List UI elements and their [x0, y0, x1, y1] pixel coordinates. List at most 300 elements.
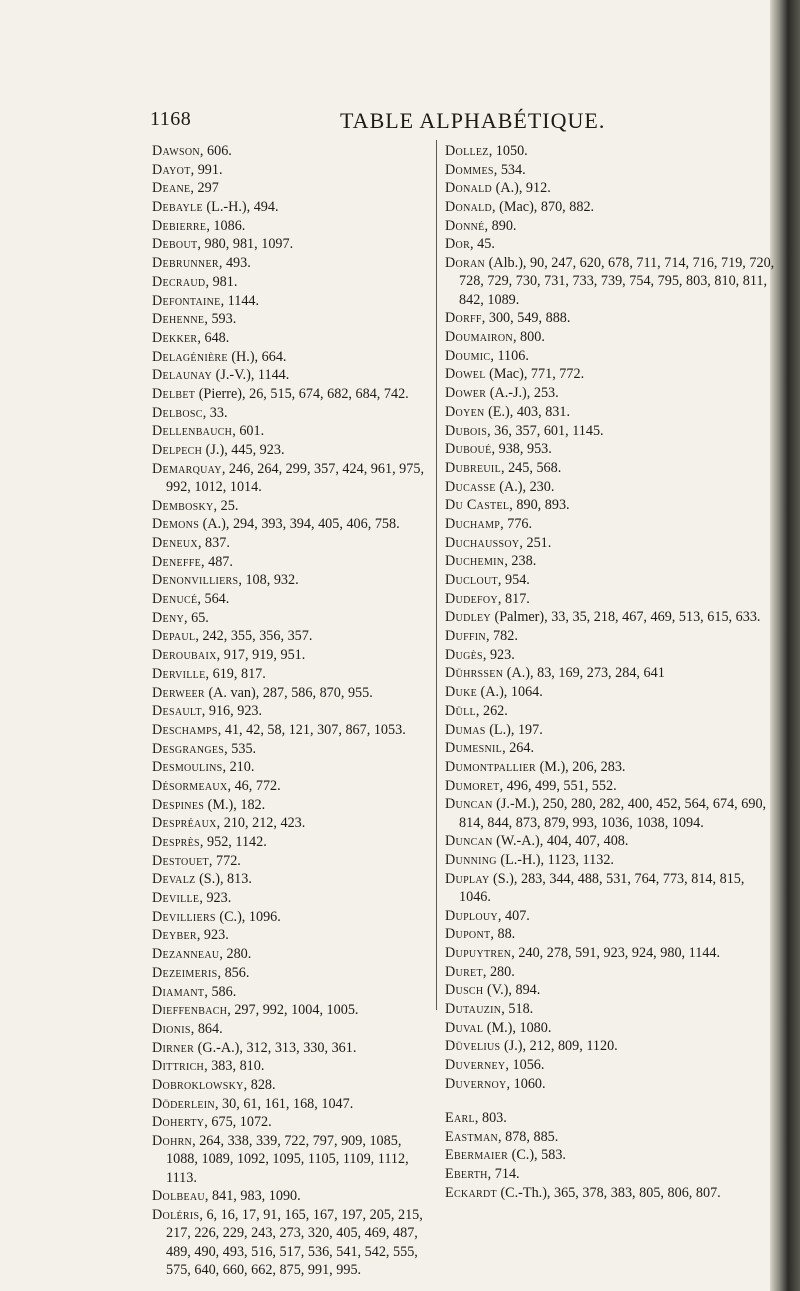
index-entry — [152, 814, 434, 832]
entry-page-refs: , 856. — [217, 964, 250, 981]
index-entry — [445, 981, 775, 999]
entry-name: Desprès — [152, 834, 200, 851]
entry-name: Dolbeau — [152, 1188, 205, 1205]
index-entry — [152, 1039, 434, 1057]
entry-page-refs: , 1060. — [506, 1075, 546, 1092]
entry-name: Döderlein — [152, 1095, 215, 1112]
entry-page-refs: , 923. — [482, 646, 515, 663]
entry-name: Duclout — [445, 572, 498, 589]
index-entry — [152, 777, 434, 795]
entry-name: Dirner — [152, 1039, 195, 1056]
entry-page-refs: , 1106. — [490, 347, 529, 364]
index-entry — [445, 347, 775, 365]
entry-page-refs: , 1144. — [220, 292, 260, 309]
index-entry — [445, 590, 775, 608]
index-entry — [445, 534, 775, 552]
entry-page-refs: , 803. — [474, 1110, 507, 1127]
entry-name: Doyen — [445, 403, 485, 420]
entry-name: Dumontpallier — [445, 758, 537, 775]
index-entry — [445, 161, 775, 179]
index-entry — [152, 1076, 434, 1094]
entry-name: Dembosky — [152, 497, 214, 514]
entry-name: Deville — [152, 890, 200, 907]
index-entry — [152, 1057, 434, 1075]
entry-page-refs: , 938, 953. — [491, 441, 552, 458]
entry-page-refs: (A.), 1064. — [477, 684, 543, 701]
index-entry — [152, 534, 434, 552]
index-entry — [152, 945, 434, 963]
index-entry — [152, 404, 434, 422]
entry-name: Doumairon — [445, 329, 513, 346]
entry-page-refs: , 991. — [190, 161, 223, 178]
entry-name: Duval — [445, 1019, 484, 1036]
index-entry — [445, 422, 775, 440]
entry-name: Ebermaier — [445, 1147, 509, 1164]
index-entry — [152, 235, 434, 253]
entry-name: Dayot — [152, 161, 191, 178]
entry-name: Desgranges — [152, 740, 225, 757]
entry-name: Deschamps — [152, 721, 218, 738]
entry-page-refs: , 108, 932. — [238, 572, 299, 589]
index-entry — [152, 348, 434, 366]
index-entry — [445, 1019, 775, 1037]
entry-page-refs: , (Mac), 870, 882. — [492, 199, 595, 216]
entry-page-refs: (A.), 294, 393, 394, 405, 406, 758. — [199, 516, 400, 533]
entry-page-refs: , 828. — [243, 1076, 276, 1093]
entry-name: Duplouy — [445, 907, 498, 924]
entry-name: Debayle — [152, 199, 203, 216]
index-entry — [445, 1184, 775, 1202]
entry-page-refs: , 954. — [497, 572, 530, 589]
entry-name: Dommes — [445, 161, 494, 178]
entry-page-refs: , 619, 817. — [205, 665, 266, 682]
index-entry — [152, 310, 434, 328]
index-entry — [445, 1146, 775, 1164]
entry-name: Destouet — [152, 852, 209, 869]
entry-page-refs: , 6, 16, 17, 91, 165, 167, 197, 205, 215, 217, 226, 229, 243, 273, 320, 405, 469, 487, 489, 490, 493, 516, 517, 536, 541, 542, 555, 575, 640, 660, 662, 875, 991, 995. — [166, 1207, 423, 1278]
entry-name: Delaunay — [152, 367, 213, 384]
column-divider — [436, 140, 437, 1010]
index-entry — [445, 739, 775, 757]
entry-name: Dunning — [445, 851, 497, 868]
entry-page-refs: (W.-A.), 404, 407, 408. — [492, 833, 629, 850]
index-entry — [445, 1037, 775, 1055]
index-entry — [445, 646, 775, 664]
index-entry — [445, 515, 775, 533]
entry-page-refs: , 772. — [208, 852, 241, 869]
index-entry — [152, 740, 434, 758]
index-entry — [152, 983, 434, 1001]
index-entry — [152, 684, 434, 702]
entry-page-refs: , 923. — [199, 890, 232, 907]
entry-page-refs: , 648. — [197, 329, 230, 346]
entry-page-refs: , 1050. — [488, 143, 528, 159]
entry-page-refs: , 496, 499, 551, 552. — [499, 777, 617, 794]
index-entry — [445, 963, 775, 981]
entry-name: Dellenbauch — [152, 423, 233, 440]
index-entry — [445, 403, 775, 421]
entry-page-refs: , 300, 549, 888. — [481, 310, 571, 327]
entry-page-refs: , 88. — [490, 926, 516, 943]
index-column-right — [445, 142, 775, 1203]
entry-page-refs: , 238. — [504, 553, 537, 570]
entry-page-refs: , 923. — [196, 927, 229, 944]
entry-name: Ducasse — [445, 478, 496, 495]
entry-name: Donald — [445, 180, 493, 197]
entry-page-refs: , 280. — [219, 946, 252, 963]
entry-name: Doumic — [445, 347, 491, 364]
entry-page-refs: , 593. — [204, 311, 237, 328]
index-entry — [152, 852, 434, 870]
index-entry — [445, 758, 775, 776]
entry-name: Debout — [152, 236, 198, 253]
entry-name: Deneux — [152, 535, 198, 552]
index-entry — [152, 292, 434, 310]
entry-page-refs: , 46, 772. — [227, 777, 281, 794]
index-entry — [445, 664, 775, 682]
entry-page-refs: (C.-Th.), 365, 378, 383, 805, 806, 807. — [496, 1184, 721, 1201]
entry-name: Duchaussoy — [445, 534, 520, 551]
entry-page-refs: (M.), 1080. — [483, 1019, 552, 1036]
entry-page-refs: , 916, 923. — [201, 703, 263, 720]
entry-name: Dezanneau — [152, 946, 220, 963]
index-entry — [152, 515, 434, 533]
entry-page-refs: (A.), 83, 169, 273, 284, 641 — [503, 665, 665, 682]
entry-page-refs: , 264. — [502, 740, 535, 757]
entry-name: Devilliers — [152, 908, 216, 925]
entry-name: Düvelius — [445, 1038, 501, 1055]
entry-page-refs: , 246, 264, 299, 357, 424, 961, 975, 992, 1012, 1014. — [166, 460, 424, 495]
index-entry — [152, 254, 434, 272]
entry-page-refs: , 33. — [202, 404, 228, 421]
entry-page-refs: , 407. — [497, 907, 530, 924]
index-entry — [445, 440, 775, 458]
entry-page-refs: , 36, 357, 601, 1145. — [487, 422, 604, 439]
entry-name: Devalz — [152, 871, 196, 888]
entry-name: Doléris — [152, 1207, 200, 1224]
index-entry — [445, 384, 775, 402]
entry-page-refs: , 534. — [493, 161, 526, 178]
entry-page-refs: , 210, 212, 423. — [216, 815, 306, 832]
entry-page-refs: , 606. — [199, 143, 232, 159]
index-entry — [152, 179, 434, 197]
index-entry — [445, 851, 775, 869]
entry-page-refs: , 980, 981, 1097. — [197, 236, 294, 253]
entry-name: Derweer — [152, 684, 205, 701]
index-entry — [152, 385, 434, 403]
entry-name: Donné — [445, 217, 485, 234]
entry-name: Denucé — [152, 591, 198, 608]
index-entry — [152, 796, 434, 814]
entry-page-refs: (J.-V.), 1144. — [212, 367, 290, 384]
entry-name: Duvernoy — [445, 1075, 507, 1092]
entry-page-refs: , 280. — [482, 963, 515, 980]
entry-name: Dezeimeris — [152, 964, 218, 981]
entry-name: Duncan — [445, 796, 493, 813]
entry-page-refs: (J.), 212, 809, 1120. — [500, 1038, 618, 1055]
index-entry — [152, 1001, 434, 1019]
entry-page-refs: , 917, 919, 951. — [216, 647, 306, 664]
entry-name: Dobroklowsky — [152, 1076, 244, 1093]
entry-page-refs: , 25. — [213, 497, 239, 514]
entry-name: Dor — [445, 236, 471, 253]
index-entry — [152, 217, 434, 235]
entry-name: Dekker — [152, 329, 198, 346]
entry-page-refs: , 776. — [500, 515, 533, 532]
entry-page-refs: (C.), 1096. — [215, 908, 281, 925]
index-entry — [445, 217, 775, 235]
entry-name: Derville — [152, 665, 206, 682]
entry-name: Donald — [445, 199, 493, 216]
entry-name: Duret — [445, 963, 483, 980]
entry-name: Dumas — [445, 721, 486, 738]
entry-name: Düll — [445, 702, 476, 719]
entry-name: Decraud — [152, 273, 206, 290]
entry-page-refs: , 841, 983, 1090. — [204, 1188, 301, 1205]
entry-page-refs: , 535. — [224, 740, 257, 757]
index-entry — [445, 496, 775, 514]
index-entry — [152, 441, 434, 459]
index-entry — [445, 254, 775, 309]
entry-name: Dieffenbach — [152, 1002, 228, 1019]
entry-page-refs: , 65. — [184, 609, 209, 626]
index-entry — [445, 870, 775, 907]
entry-page-refs: , 714. — [487, 1166, 520, 1183]
index-entry — [152, 721, 434, 739]
entry-name: Eberth — [445, 1166, 488, 1183]
index-entry — [152, 870, 434, 888]
entry-page-refs: , 878, 885. — [498, 1128, 559, 1145]
entry-page-refs: , 1056. — [505, 1057, 545, 1074]
entry-page-refs: (A.), 230. — [495, 478, 555, 495]
index-entry — [152, 553, 434, 571]
entry-name: Deyber — [152, 927, 197, 944]
entry-name: Duplay — [445, 870, 490, 887]
index-entry — [445, 235, 775, 253]
index-entry — [445, 702, 775, 720]
entry-page-refs: (L.-H.), 494. — [202, 199, 279, 216]
entry-name: Dubreuil — [445, 459, 501, 476]
index-entry — [445, 365, 775, 383]
index-entry — [152, 460, 434, 497]
entry-name: Depaul — [152, 628, 196, 645]
index-entry — [152, 590, 434, 608]
entry-name: Doherty — [152, 1114, 205, 1131]
entry-page-refs: , 675, 1072. — [204, 1114, 272, 1131]
entry-name: Earl — [445, 1110, 475, 1127]
index-entry — [152, 273, 434, 291]
entry-name: Du Castel — [445, 497, 510, 514]
entry-page-refs: , 890, 893. — [509, 497, 570, 514]
entry-page-refs: , 262. — [475, 702, 508, 719]
entry-page-refs: , 45. — [470, 236, 495, 253]
index-entry — [152, 422, 434, 440]
index-entry — [152, 665, 434, 683]
index-entry — [445, 328, 775, 346]
index-entry — [445, 478, 775, 496]
entry-name: Eckardt — [445, 1184, 497, 1201]
entry-name: Dollez — [445, 143, 489, 159]
entry-page-refs: , 586. — [204, 983, 237, 1000]
entry-page-refs: (E.), 403, 831. — [484, 403, 571, 420]
index-entry — [152, 329, 434, 347]
entry-page-refs: (H.), 664. — [227, 348, 287, 365]
index-entry — [445, 1056, 775, 1074]
index-entry — [445, 721, 775, 739]
entry-name: Dehenne — [152, 311, 205, 328]
entry-name: Duffin — [445, 628, 486, 645]
entry-name: Demarquay — [152, 460, 222, 477]
index-entry — [445, 1000, 775, 1018]
index-entry — [445, 1128, 775, 1146]
entry-name: Despréaux — [152, 815, 217, 832]
entry-name: Dower — [445, 385, 487, 402]
entry-name: Dupont — [445, 926, 491, 943]
entry-name: Demons — [152, 516, 200, 533]
index-entry — [445, 1109, 775, 1127]
entry-page-refs: , 493. — [218, 255, 251, 272]
entry-name: Désormeaux — [152, 777, 228, 794]
index-entry — [445, 925, 775, 943]
entry-page-refs: , 242, 355, 356, 357. — [195, 628, 313, 645]
entry-page-refs: (J.-M.), 250, 280, 282, 400, 452, 564, 674, 690, 814, 844, 873, 879, 993, 1036, 1038, 1094. — [459, 796, 767, 831]
index-entry — [445, 683, 775, 701]
index-entry — [152, 1206, 434, 1279]
index-entry — [152, 571, 434, 589]
entry-page-refs: (M.), 182. — [204, 796, 266, 813]
entry-name: Diamant — [152, 983, 205, 1000]
entry-name: Despines — [152, 796, 205, 813]
entry-page-refs: , 487. — [201, 553, 233, 570]
entry-name: Duchamp — [445, 515, 501, 532]
entry-page-refs: , 264, 338, 339, 722, 797, 909, 1085, 1088, 1089, 1092, 1095, 1105, 1109, 1112, 1113. — [166, 1133, 409, 1186]
entry-page-refs: (A.), 912. — [492, 180, 551, 197]
entry-page-refs: , 30, 61, 161, 168, 1047. — [214, 1095, 354, 1112]
index-entry — [152, 1187, 434, 1205]
entry-page-refs: , 251. — [519, 534, 552, 551]
entry-name: Dugès — [445, 646, 483, 663]
running-title: TABLE ALPHABÉTIQUE. — [340, 108, 606, 133]
entry-name: Dittrich — [152, 1058, 205, 1075]
entry-page-refs: , 864. — [190, 1020, 223, 1037]
entry-name: Dumesnil — [445, 740, 503, 757]
entry-name: Delagénière — [152, 348, 228, 365]
index-entry — [152, 609, 434, 627]
entry-name: Doran — [445, 255, 486, 272]
entry-name: Dudley — [445, 609, 491, 626]
entry-name: Delbosc — [152, 404, 203, 421]
entry-name: Debrunner — [152, 255, 219, 272]
entry-page-refs: , 245, 568. — [500, 459, 562, 476]
index-entry — [152, 497, 434, 515]
entry-page-refs: , 518. — [501, 1001, 534, 1018]
entry-name: Dudefoy — [445, 590, 498, 607]
index-entry — [152, 627, 434, 645]
entry-name: Dorff — [445, 310, 482, 327]
index-entry — [445, 571, 775, 589]
entry-page-refs: , 564. — [197, 591, 230, 608]
index-entry — [445, 795, 775, 832]
index-entry — [152, 161, 434, 179]
index-entry — [152, 1113, 434, 1131]
entry-name: Dowel — [445, 366, 486, 383]
entry-page-refs: , 817. — [497, 590, 530, 607]
entry-name: Dührssen — [445, 665, 504, 682]
entry-page-refs: , 210. — [222, 759, 255, 776]
index-entry — [445, 142, 775, 160]
entry-page-refs: , 981. — [205, 273, 238, 290]
entry-name: Dawson — [152, 143, 200, 159]
entry-name: Eastman — [445, 1128, 498, 1145]
entry-page-refs: (A.-J.), 253. — [486, 385, 559, 402]
index-entry — [445, 944, 775, 962]
entry-name: Desault — [152, 703, 202, 720]
entry-name: Deane — [152, 180, 191, 197]
entry-page-refs: , 601. — [232, 423, 265, 440]
index-entry — [445, 777, 775, 795]
entry-page-refs: , 952, 1142. — [199, 834, 267, 851]
index-entry — [445, 309, 775, 327]
entry-name: Dohrn — [152, 1133, 193, 1150]
entry-page-refs: , 297 — [190, 180, 219, 197]
entry-page-refs: (C.), 583. — [508, 1147, 566, 1164]
entry-page-refs: , 383, 810. — [204, 1058, 265, 1075]
entry-page-refs: , 837. — [197, 535, 230, 552]
entry-name: Delbet — [152, 385, 196, 402]
entry-page-refs: , 41, 42, 58, 121, 307, 867, 1053. — [217, 721, 406, 738]
entry-page-refs: , 297, 992, 1004, 1005. — [227, 1002, 359, 1019]
entry-name: Deroubaix — [152, 647, 217, 664]
entry-page-refs: , 1086. — [206, 217, 246, 234]
entry-page-refs: (L.-H.), 1123, 1132. — [496, 851, 614, 868]
entry-page-refs: (G.-A.), 312, 313, 330, 361. — [194, 1039, 357, 1056]
index-entry — [152, 1020, 434, 1038]
entry-name: Dionis — [152, 1020, 191, 1037]
entry-name: Dutauzin — [445, 1001, 502, 1018]
index-entry — [152, 1132, 434, 1187]
entry-page-refs: (Alb.), 90, 247, 620, 678, 711, 714, 716, 719, 720, 728, 729, 730, 731, 733, 739, 754, 795, 803, 810, 811, 842, 1089. — [459, 255, 775, 308]
entry-page-refs: (V.), 894. — [483, 982, 541, 999]
entry-page-refs: , 890. — [484, 217, 517, 234]
entry-page-refs: (S.), 813. — [195, 871, 252, 888]
index-entry — [152, 964, 434, 982]
index-entry — [152, 702, 434, 720]
entry-page-refs: (S.), 283, 344, 488, 531, 764, 773, 814, 815, 1046. — [459, 870, 745, 905]
index-entry — [152, 366, 434, 384]
index-entry — [445, 179, 775, 197]
index-entry — [445, 552, 775, 570]
index-entry — [152, 646, 434, 664]
index-entry — [152, 833, 434, 851]
index-entry — [152, 198, 434, 216]
entry-name: Duchemin — [445, 553, 505, 570]
entry-name: Defontaine — [152, 292, 221, 309]
entry-name: Duverney — [445, 1057, 506, 1074]
entry-name: Dumoret — [445, 777, 500, 794]
index-entry — [152, 926, 434, 944]
entry-name: Duncan — [445, 833, 493, 850]
entry-page-refs: (Mac), 771, 772. — [485, 366, 585, 383]
index-entry — [152, 1095, 434, 1113]
entry-page-refs: , 782. — [485, 628, 518, 645]
entry-name: Duke — [445, 684, 477, 701]
index-entry — [445, 1165, 775, 1183]
index-entry — [152, 889, 434, 907]
entry-name: Debierre — [152, 217, 207, 234]
index-entry — [445, 627, 775, 645]
index-entry — [152, 758, 434, 776]
entry-name: Dusch — [445, 982, 484, 999]
